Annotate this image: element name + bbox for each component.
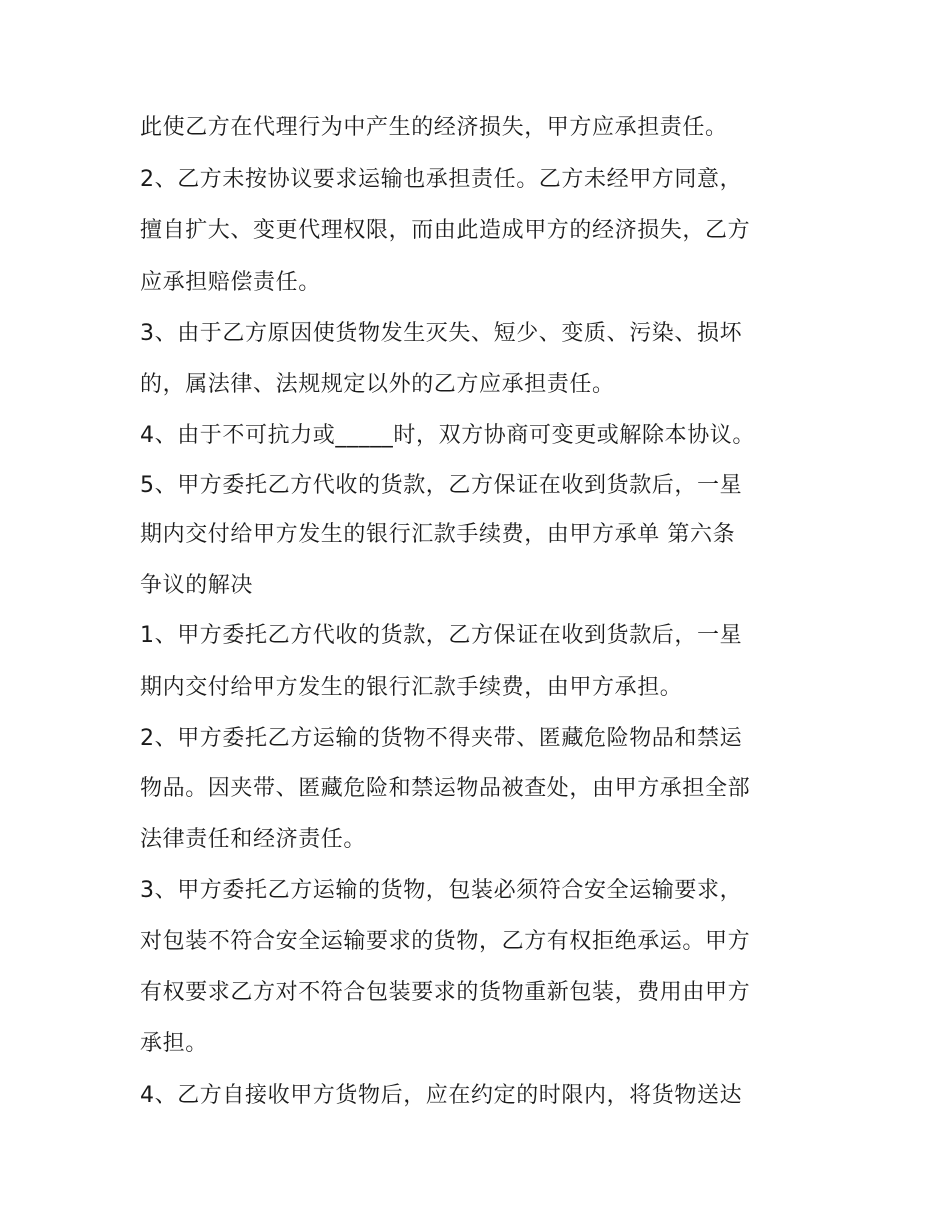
text-line: 此使乙方在代理行为中产生的经济损失，甲方应承担责任。	[140, 115, 728, 140]
text-line: 应承担赔偿责任。	[140, 270, 321, 295]
text-line: 4、乙方自接收甲方货物后，应在约定的时限内，将货物送达	[140, 1083, 743, 1108]
text-line: 争议的解决	[140, 573, 254, 598]
text-line: 3、甲方委托乙方运输的货物，包装必须符合安全运输要求，	[140, 878, 743, 903]
text-line: 2、甲方委托乙方运输的货物不得夹带、匿藏危险物品和禁运	[140, 726, 743, 751]
text-line: 的，属法律、法规规定以外的乙方应承担责任。	[140, 372, 615, 397]
text-line: 期内交付给甲方发生的银行汇款手续费，由甲方承单 第六条	[140, 522, 736, 547]
text-line: 承担。	[140, 1031, 208, 1056]
text-line: 物品。因夹带、匿藏危险和禁运物品被查处，由甲方承担全部	[140, 776, 751, 801]
text-line: 5、甲方委托乙方代收的货款，乙方保证在收到货款后，一星	[140, 473, 743, 498]
text-line: 期内交付给甲方发生的银行汇款手续费，由甲方承担。	[140, 675, 683, 700]
text-line: 4、由于不可抗力或_____时，双方协商可变更或解除本协议。	[140, 423, 755, 448]
text-line: 对包装不符合安全运输要求的货物，乙方有权拒绝承运。甲方	[140, 929, 751, 954]
text-line: 3、由于乙方原因使货物发生灭失、短少、变质、污染、损坏	[140, 321, 743, 346]
text-line: 擅自扩大、变更代理权限，而由此造成甲方的经济损失，乙方	[140, 218, 751, 243]
text-line: 1、甲方委托乙方代收的货款，乙方保证在收到货款后，一星	[140, 623, 743, 648]
text-line: 2、乙方未按协议要求运输也承担责任。乙方未经甲方同意，	[140, 167, 743, 192]
text-line: 有权要求乙方对不符合包装要求的货物重新包装，费用由甲方	[140, 980, 751, 1005]
text-line: 法律责任和经济责任。	[140, 827, 367, 852]
